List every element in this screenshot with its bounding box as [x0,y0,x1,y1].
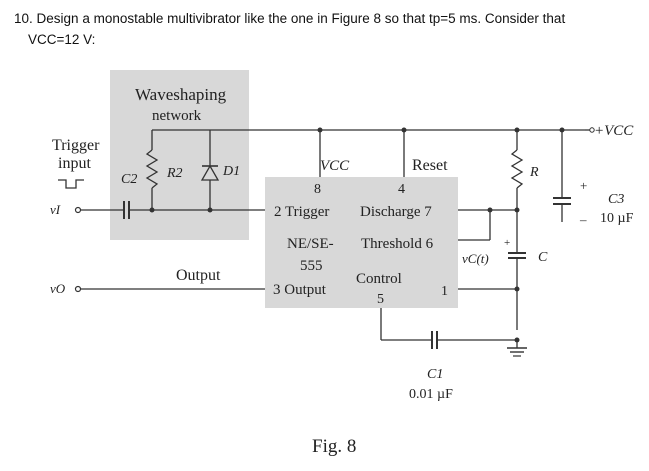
r2-label: R2 [167,166,183,181]
vo-terminal [76,287,81,292]
vcc-rail-label: +VCC [594,123,634,139]
r-resistor [512,150,522,188]
svg-text:–: – [580,212,587,227]
trigger-pin-label: 2 Trigger [274,204,330,220]
input-label: input [58,155,91,172]
ic-name-line2: 555 [300,258,323,274]
c3-label: C3 [608,192,625,207]
c2-label: C2 [121,172,138,187]
svg-text:+: + [580,178,588,193]
discharge-pin-label: Discharge 7 [360,204,432,220]
c-label: C [538,250,548,265]
reset-label: Reset [412,157,448,174]
waveshaping-label: Waveshaping [135,85,227,104]
trigger-label: Trigger [52,137,100,154]
question-line-2: VCC=12 V: [28,32,96,47]
question-line-1: Design a monostable multivibrator like the one in Figure 8 so that tp=5 ms. Consider that [36,11,566,26]
figure-caption: Fig. 8 [312,436,357,457]
ic-vcc-label: VCC [320,158,350,174]
c1-label: C1 [427,367,444,382]
c1-value: 0.01 µF [409,387,453,402]
pin-5-label: 5 [377,292,384,307]
threshold-pin-label: Threshold 6 [361,236,434,252]
pin-4-label: 4 [398,182,405,197]
vo-label: vO [50,281,66,296]
output-label: Output [176,267,221,284]
trigger-pulse-icon [58,180,84,188]
ic-name-line1: NE/SE- [287,236,334,252]
d1-label: D1 [223,164,241,179]
r-label: R [530,165,539,180]
control-label: Control [356,271,402,287]
network-label: network [152,108,202,124]
pin-8-label: 8 [314,182,321,197]
svg-text:+: + [504,237,511,249]
c3-value: 10 µF [600,211,634,226]
question-number: 10. [14,11,33,26]
vi-terminal [76,208,81,213]
vc-label: vC(t) [462,251,489,266]
output-pin-label: 3 Output [273,282,326,298]
pin-1-label: 1 [441,284,448,299]
vi-label: vI [50,202,61,217]
